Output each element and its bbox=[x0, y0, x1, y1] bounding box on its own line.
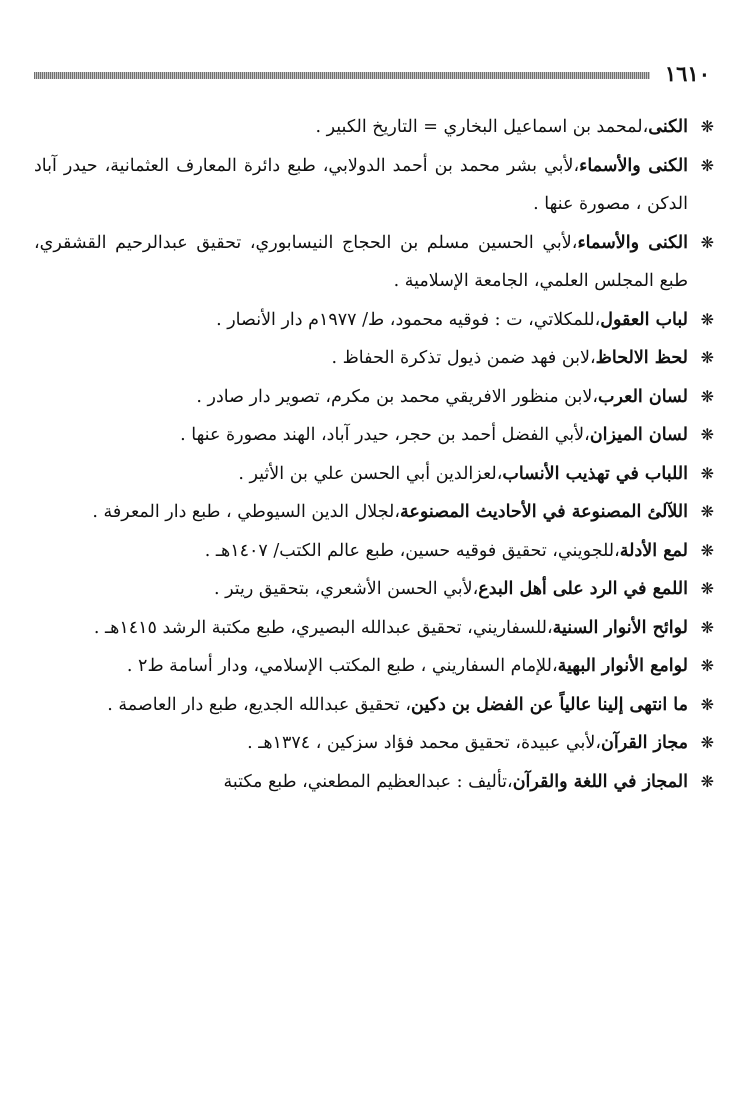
bibliography-entry bbox=[34, 339, 714, 378]
entry-title: الكنى bbox=[648, 117, 688, 137]
page-number: ١٦١٠ bbox=[664, 61, 710, 86]
star-bullet-icon: ❋ bbox=[700, 117, 714, 136]
bibliography-entry bbox=[34, 147, 714, 224]
page-header bbox=[34, 60, 714, 88]
entry-title: الكنى والأسماء bbox=[579, 155, 689, 176]
entry-title: الكنى والأسماء bbox=[577, 232, 688, 253]
star-bullet-icon: ❋ bbox=[700, 309, 714, 329]
entry-title: اللمع في الرد على أهل البدع bbox=[478, 579, 688, 599]
entry-title: اللباب في تهذيب الأنساب bbox=[502, 463, 688, 484]
star-bullet-icon: ❋ bbox=[700, 232, 714, 252]
entry-text: ،للمكلاتي، ت : فوقيه محمود، ط/ ١٩٧٧م دار الأنصار . bbox=[216, 309, 601, 330]
entry-title: لوائح الأنوار السنية bbox=[552, 617, 688, 638]
bibliography-list bbox=[34, 108, 714, 801]
star-bullet-icon: ❋ bbox=[700, 617, 714, 637]
bibliography-entry bbox=[34, 493, 714, 532]
entry-text: ،لابن فهد ضمن ذيول تذكرة الحفاظ . bbox=[331, 348, 596, 368]
entry-title: لسان العرب bbox=[598, 386, 688, 407]
entry-text: ،لأبي عبيدة، تحقيق محمد فؤاد سزكين ، ١٣٧٤هـ . bbox=[247, 733, 602, 753]
entry-title: مجاز القرآن bbox=[601, 733, 688, 753]
entry-title: لباب العقول bbox=[600, 309, 688, 330]
star-bullet-icon: ❋ bbox=[700, 694, 714, 714]
star-bullet-icon: ❋ bbox=[700, 348, 714, 367]
bibliography-entry bbox=[34, 455, 714, 494]
entry-text: ، تحقيق عبدالله الجديع، طبع دار العاصمة . bbox=[107, 694, 412, 715]
entry-text: ،لجلال الدين السيوطي ، طبع دار المعرفة . bbox=[92, 502, 401, 522]
star-bullet-icon: ❋ bbox=[700, 155, 714, 175]
bibliography-entry bbox=[34, 609, 714, 648]
entry-title: المجاز في اللغة والقرآن bbox=[512, 771, 688, 792]
star-bullet-icon: ❋ bbox=[700, 425, 714, 444]
entry-text: ،للإمام السفاريني ، طبع المكتب الإسلامي، ودار أسامة ط٢ . bbox=[126, 656, 558, 676]
star-bullet-icon: ❋ bbox=[700, 656, 714, 675]
bibliography-entry bbox=[34, 416, 714, 455]
entry-title: لوامع الأنوار البهية bbox=[557, 656, 688, 676]
bibliography-entry bbox=[34, 724, 714, 763]
entry-text: ،لابن منظور الافريقي محمد بن مكرم، تصوير دار صادر . bbox=[196, 386, 598, 407]
bibliography-entry bbox=[34, 763, 714, 802]
entry-text: ،لأبي الفضل أحمد بن حجر، حيدر آباد، الهند مصورة عنها . bbox=[180, 425, 590, 445]
header-rule bbox=[34, 72, 650, 79]
bibliography-entry bbox=[34, 108, 714, 147]
bibliography-entry bbox=[34, 647, 714, 686]
star-bullet-icon: ❋ bbox=[700, 502, 714, 521]
star-bullet-icon: ❋ bbox=[700, 463, 714, 483]
entry-text: ،لأبي الحسين مسلم بن الحجاج النيسابوري، تحقيق عبدالرحيم القشقري، طبع المجلس العلمي، الجامعة الإسلامية . bbox=[34, 232, 688, 291]
entry-title: ما انتهى إلينا عالياً عن الفضل بن دكين bbox=[411, 694, 688, 715]
entry-text: ،لأبي الحسن الأشعري، بتحقيق ريتر . bbox=[213, 579, 479, 599]
bibliography-entry bbox=[34, 686, 714, 725]
bibliography-entry bbox=[34, 224, 714, 301]
star-bullet-icon: ❋ bbox=[700, 386, 714, 406]
bibliography-entry bbox=[34, 532, 714, 571]
entry-title: لمع الأدلة bbox=[619, 540, 688, 561]
entry-text: ،لأبي بشر محمد بن أحمد الدولابي، طبع دائرة المعارف العثمانية، حيدر آباد الدكن ، مصورة عنها . bbox=[34, 155, 688, 214]
entry-title: لحظ الالحاظ bbox=[595, 348, 688, 368]
entry-text: ،تأليف : عبدالعظيم المطعني، طبع مكتبة bbox=[223, 771, 513, 792]
entry-text: ،للجويني، تحقيق فوقيه حسين، طبع عالم الكتب/ ١٤٠٧هـ . bbox=[204, 540, 620, 561]
bibliography-entry bbox=[34, 378, 714, 417]
star-bullet-icon: ❋ bbox=[700, 540, 714, 560]
bibliography-entry bbox=[34, 301, 714, 340]
entry-text: ،لمحمد بن اسماعيل البخاري = التاريخ الكبير . bbox=[315, 117, 649, 137]
entry-text: ،لعزالدين أبي الحسن علي بن الأثير . bbox=[238, 463, 503, 484]
entry-text: ،للسفاريني، تحقيق عبدالله البصيري، طبع مكتبة الرشد ١٤١٥هـ . bbox=[93, 617, 553, 638]
entry-title: لسان الميزان bbox=[589, 425, 688, 445]
star-bullet-icon: ❋ bbox=[700, 771, 714, 791]
entry-title: اللآلئ المصنوعة في الأحاديث المصنوعة bbox=[400, 502, 688, 522]
bibliography-entry bbox=[34, 570, 714, 609]
star-bullet-icon: ❋ bbox=[700, 733, 714, 752]
star-bullet-icon: ❋ bbox=[700, 579, 714, 598]
